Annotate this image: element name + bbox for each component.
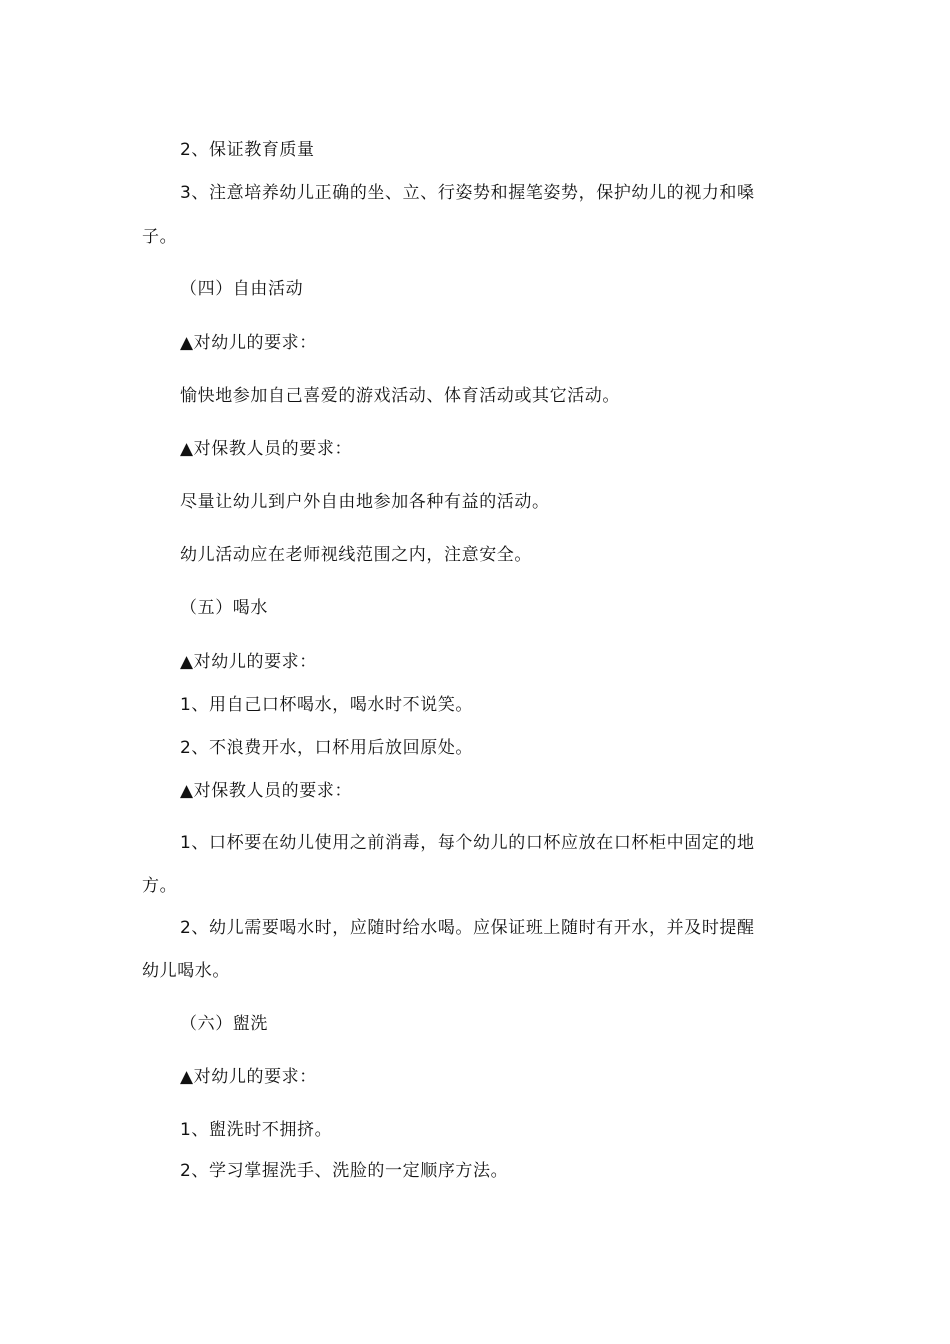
paragraph: 愉快地参加自己喜爱的游戏活动、体育活动或其它活动。 <box>180 386 620 406</box>
list-item: 2、幼儿需要喝水时，应随时给水喝。应保证班上随时有开水，并及时提醒 <box>180 918 755 938</box>
list-item: 2、学习掌握洗手、洗脸的一定顺序方法。 <box>180 1161 509 1181</box>
section-heading: （六）盥洗 <box>180 1014 268 1034</box>
list-item: 1、盥洗时不拥挤。 <box>180 1120 333 1140</box>
subheading: ▲对幼儿的要求： <box>180 652 317 672</box>
subheading: ▲对幼儿的要求： <box>180 1067 317 1087</box>
list-item-continuation: 幼儿喝水。 <box>142 961 230 981</box>
list-item-continuation: 子。 <box>142 227 178 247</box>
list-item: 1、口杯要在幼儿使用之前消毒，每个幼儿的口杯应放在口杯柜中固定的地 <box>180 833 755 853</box>
paragraph: 尽量让幼儿到户外自由地参加各种有益的活动。 <box>180 492 550 512</box>
list-item: 2、不浪费开水，口杯用后放回原处。 <box>180 738 474 758</box>
list-item: 2、保证教育质量 <box>180 140 315 160</box>
subheading: ▲对幼儿的要求： <box>180 333 317 353</box>
list-item: 1、用自己口杯喝水，喝水时不说笑。 <box>180 695 474 715</box>
list-item-continuation: 方。 <box>142 876 178 896</box>
section-heading: （五）喝水 <box>180 598 268 618</box>
subheading: ▲对保教人员的要求： <box>180 781 353 801</box>
section-heading: （四）自由活动 <box>180 279 304 299</box>
list-item: 3、注意培养幼儿正确的坐、立、行姿势和握笔姿势，保护幼儿的视力和嗓 <box>180 183 755 203</box>
paragraph: 幼儿活动应在老师视线范围之内，注意安全。 <box>180 545 532 565</box>
subheading: ▲对保教人员的要求： <box>180 439 353 459</box>
